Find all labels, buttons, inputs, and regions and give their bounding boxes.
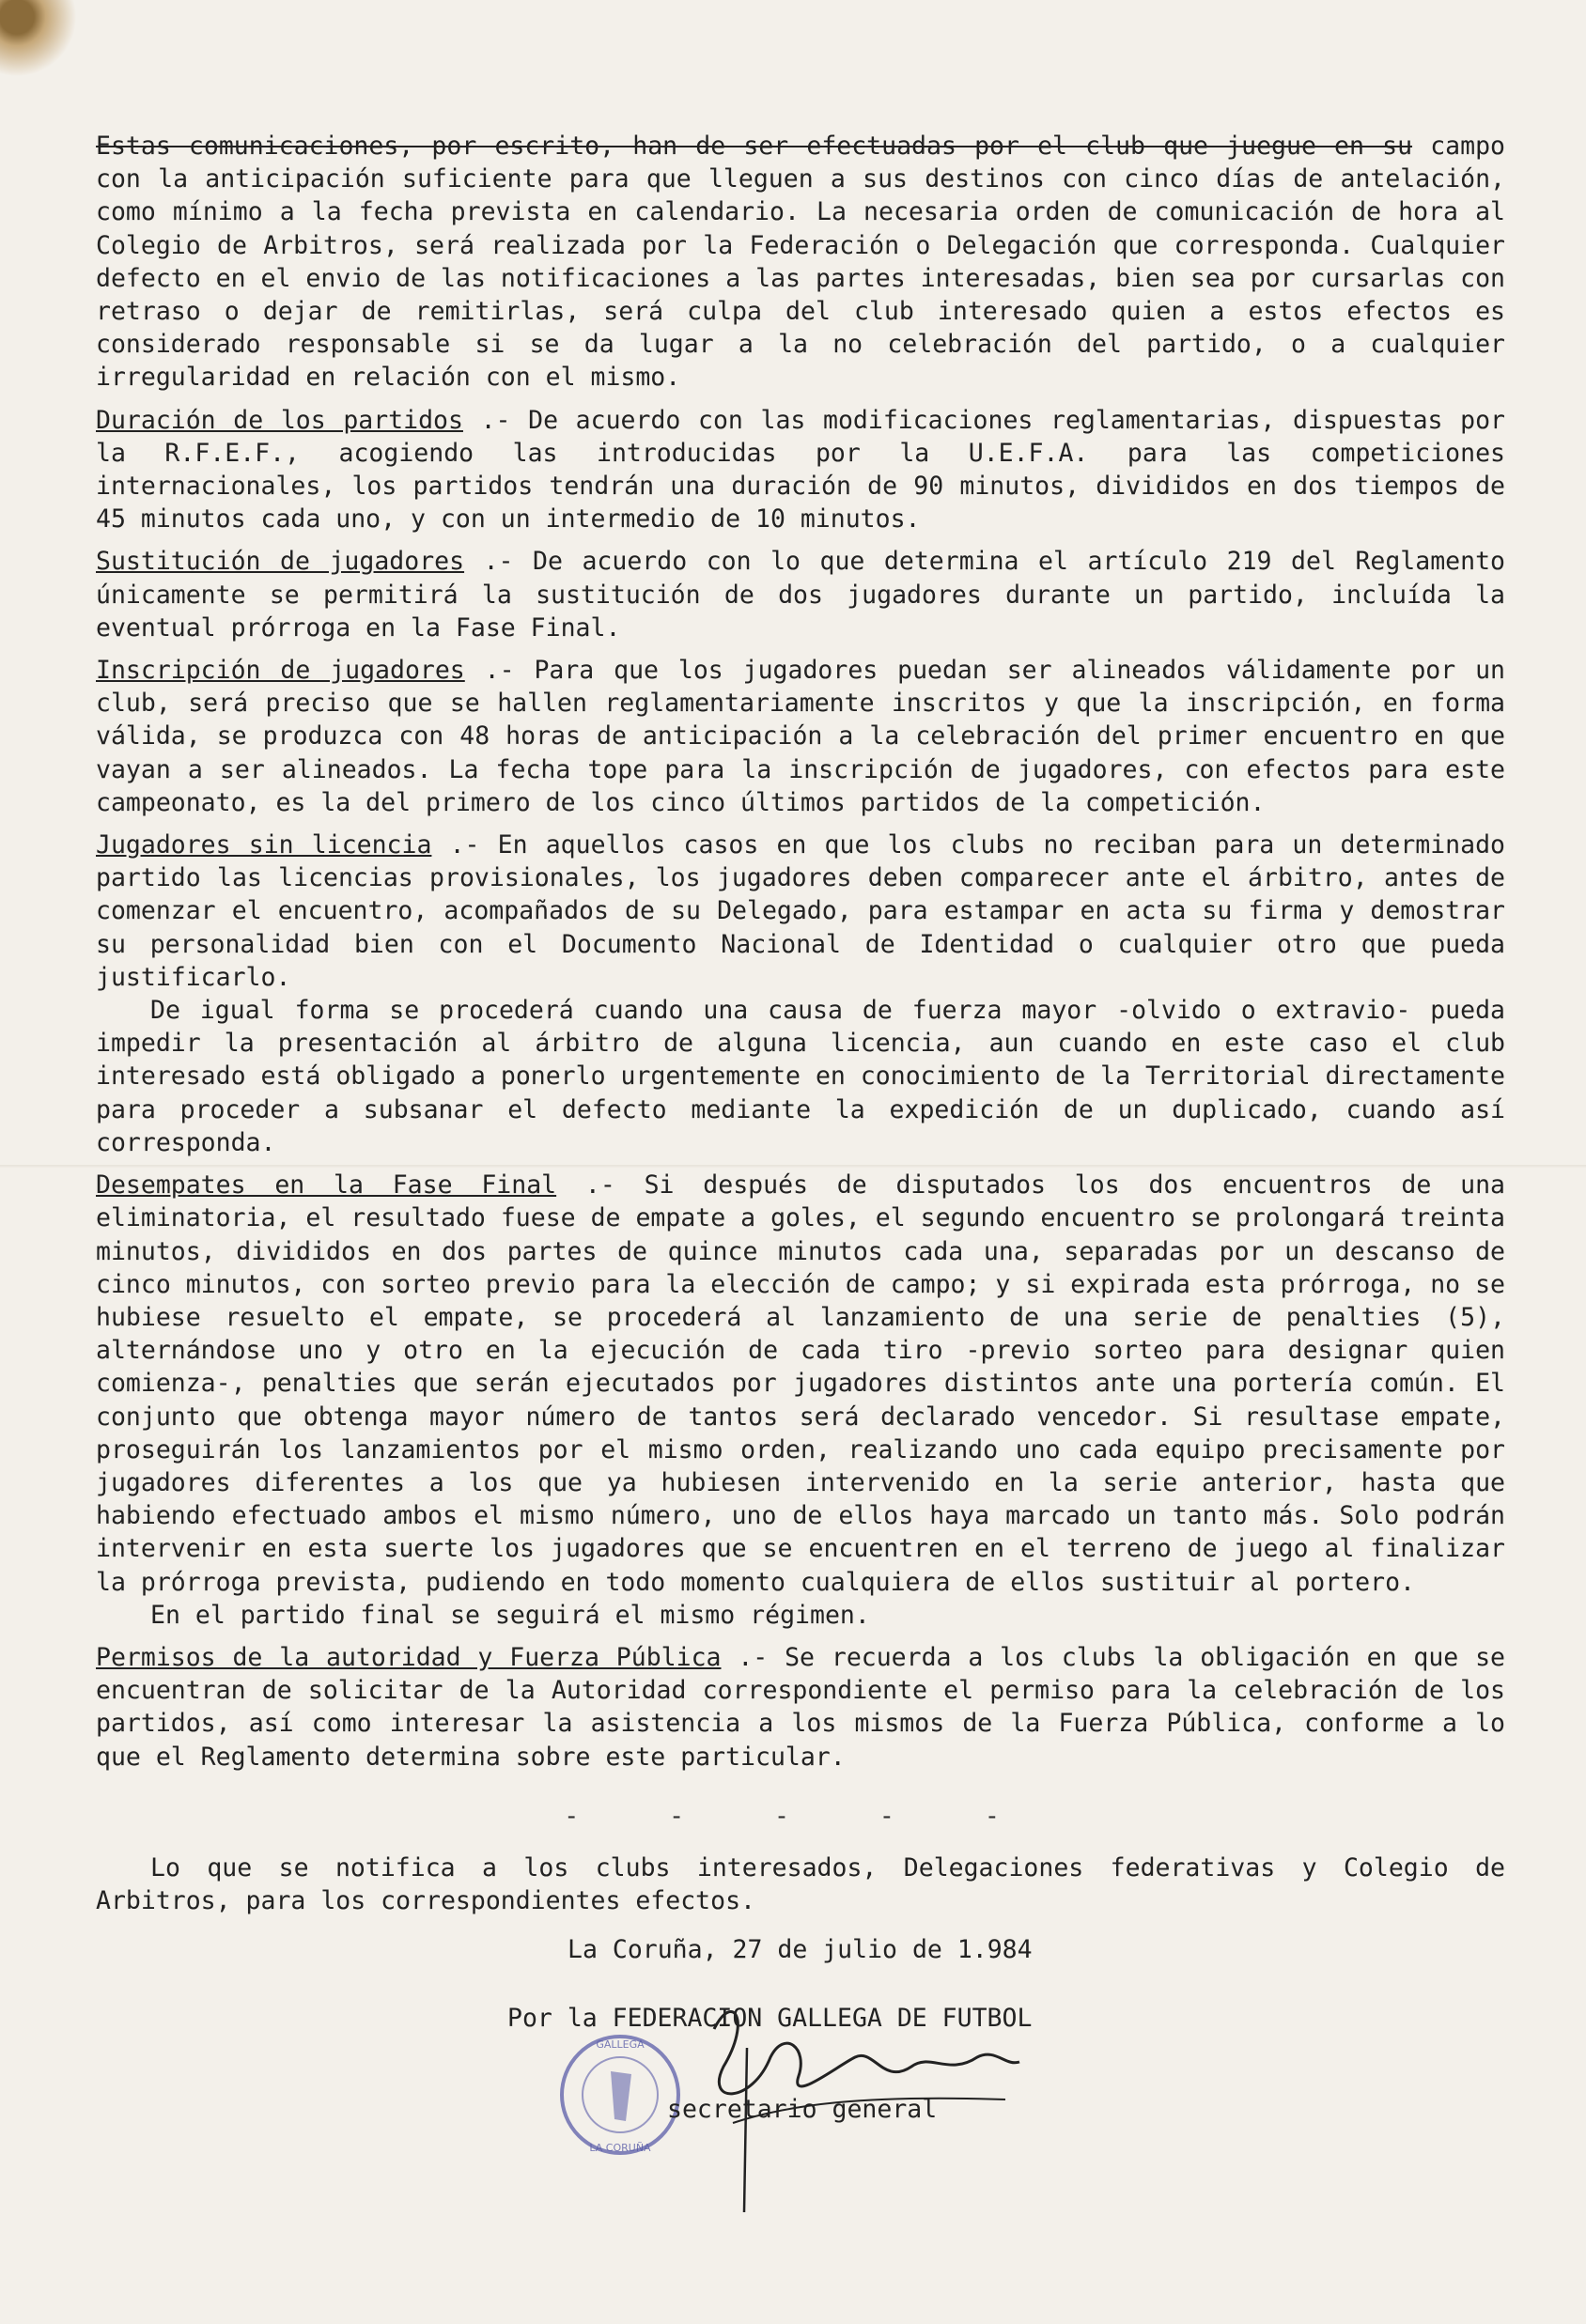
separator-dashes: - - - - - [564,1801,1037,1831]
heading-substitution: Sustitución de jugadores [96,547,465,577]
svg-text:LA CORUÑA: LA CORUÑA [589,2142,651,2154]
paragraph-substitution: Sustitución de jugadores .- De acuerdo con lo que determina el artículo 219 del Reglamento únicamente se permitirá la sustitución de dos jugadores durante un partido, incluída la eventual prórroga en la Fase Final. [96,547,1505,643]
paragraph-no-license: Jugadores sin licencia .- En aquellos casos en que los clubs no reciban para un determinado partido las licencias provisionales, los jugadores deben comparecer ante el árbitro, antes de comenzar el encuentro, acompañados de su Delegado, para estampar en acta su firma y demostrar su personalidad bien con el Documento Nacional de Identidad o cualquier otro que pueda justificarlo. [96,830,1505,992]
paragraph-force-majeure: De igual forma se procederá cuando una causa de fuerza mayor -olvido o extravio- pueda impedir la presentación al árbitro de alguna licencia, aun cuando en este caso el club interesado está obligado a ponerlo urgentemente en conocimiento de la Territorial directamente para proceder a subsanar el defecto mediante la expedición de un duplicado, cuando así corresponda. [96,996,1505,1157]
sender-line: Por la FEDERACION GALLEGA DE FUTBOL [507,2004,1033,2033]
signer-title: secretario general [667,2095,938,2124]
paragraph-notifications: Estas comunicaciones, por escrito, han de ser efectuadas por el club que juegue en su campo con la anticipación suficiente para que lleguen a sus destinos con cinco días de antelación, como mínimo a la fecha prevista en calendario. La necesaria orden de comunicación de hora al Colegio de Arbitros, será realizada por la Federación o Delegación que corresponda. Cualquier defecto en el envio de las notificaciones a las partes interesadas, bien sea por cursarlas con retraso o dejar de remitirlas, será culpa del club interesado quien a estos efectos es considerado responsable si se da lugar a la no celebración del partido, o a cualquier irregularidad en relación con el mismo. [96,132,1505,393]
paragraph-duration: Duración de los partidos .- De acuerdo con las modificaciones reglamentarias, dispuestas por la R.F.E.F., acogiendo las introducidas por la U.E.F.A. para las competiciones internacionales, los partidos tendrán una duración de 90 minutos, divididos en dos tiempos de 45 minutos cada uno, y con un intermedio de 10 minutos. [96,405,1505,535]
federation-stamp [554,2029,686,2161]
closing-paragraph: Lo que se notifica a los clubs interesados, Delegaciones federativas y Colegio de Arbitros, para los correspondientes efectos. [96,1852,1505,1916]
heading-permits: Permisos de la autoridad y Fuerza Pública [96,1642,722,1672]
document-date: La Coruña, 27 de julio de 1.984 [568,1935,1033,1964]
heading-duration: Duración de los partidos [96,405,463,435]
heading-registration: Inscripción de jugadores [96,656,465,686]
heading-no-license: Jugadores sin licencia [96,830,432,860]
paragraph-registration: Inscripción de jugadores .- Para que los jugadores puedan ser alineados válidamente por un club, será preciso que se hallen reglamentariamente inscritos y que la inscripción, en forma válida, se produzca con 48 horas de anticipación a la celebración del primer encuentro en que vayan a ser alineados. La fecha tope para la inscripción de jugadores, con efectos para este campeonato, es la del primero de los cinco últimos partidos de la competición. [96,656,1505,817]
struck-lead-line: Estas comunicaciones, por escrito, han de ser efectuadas por el club que juegue en su [96,132,1413,161]
heading-tiebreak: Desempates en la Fase Final [96,1170,557,1201]
svg-text:GALLEGA: GALLEGA [596,2038,645,2051]
paragraph-final-match: En el partido final se seguirá el mismo régimen. [150,1600,870,1630]
paragraph-permits: Permisos de la autoridad y Fuerza Pública .- Se recuerda a los clubs la obligación en que se encuentran de solicitar de la Autoridad correspondiente el permiso para la celebración de los partidos, así como interesar la asistencia a los mismos de la Fuerza Pública, conforme a lo que el Reglamento determina sobre este particular. [96,1642,1505,1772]
paragraph-tiebreak: Desempates en la Fase Final .- Si después de disputados los dos encuentros de una eliminatoria, el resultado fuese de empate a goles, el segundo encuentro se prolongará treinta minutos, divididos en dos partes de quince minutos cada una, separadas por un descanso de cinco minutos, con sorteo previo para la elección de campo; y si expirada esta prórroga, no se hubiese resuelto el empate, se procederá al lanzamiento de una serie de penalties (5), alternándose uno y otro en la ejecución de cada tiro -previo sorteo para designar quien comienza-, penalties que serán ejecutados por jugadores distintos ante una portería común. El conjunto que obtenga mayor número de tantos será declarado vencedor. Si resultase empate, proseguirán los lanzamientos por el mismo orden, realizando uno cada equipo precisamente por jugadores diferentes a los que ya hubiesen intervenido en la serie anterior, hasta que habiendo efectuado ambos el mismo número, uno de ellos haya marcado un tanto más. Solo podrán intervenir en esta suerte los jugadores que se encuentren en el terreno de juego al finalizar la prórroga prevista, pudiendo en todo momento cualquiera de ellos sustituir al portero. [96,1170,1505,1597]
document-body [96,130,1505,1927]
stain-mark [0,0,85,85]
